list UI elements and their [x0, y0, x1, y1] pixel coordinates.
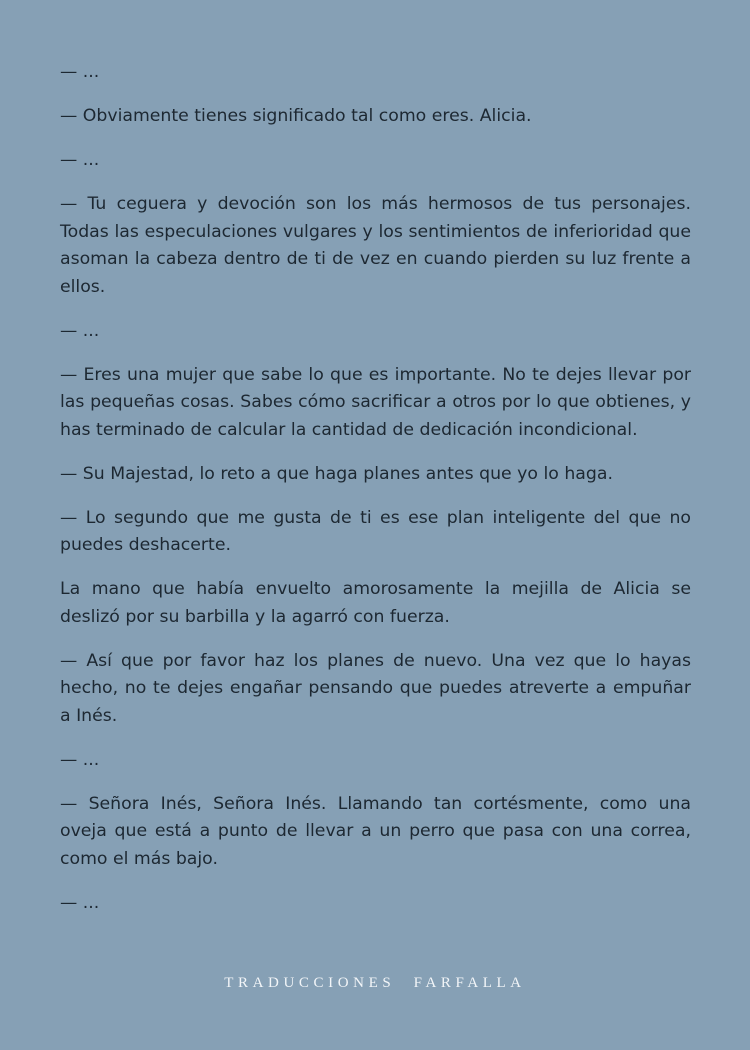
- paragraph: — Obviamente tienes significado tal como eres. Alicia.: [60, 106, 532, 126]
- paragraph: — Lo segundo que me gusta de ti es ese plan inteligente del que no puedes deshacerte.: [60, 507, 691, 555]
- paragraph: — ...: [60, 150, 100, 170]
- paragraph: — Tu ceguera y devoción son los más hermosos de tus personajes. Todas las especulaciones vulgares y los sentimientos de inferioridad que asoman la cabeza dentro de ti de vez en cuando pierden su luz frente a ellos.: [60, 194, 691, 297]
- paragraph: — ...: [60, 320, 100, 341]
- paragraph: — Señora Inés, Señora Inés. Llamando tan cortésmente, como una oveja que está a punto de llevar a un perro que pasa con una correa, como el más bajo.: [60, 793, 691, 869]
- footer-credit: TRADUCCIONES FARFALLA: [224, 975, 526, 991]
- paragraph: — ...: [60, 892, 100, 913]
- paragraph: — Eres una mujer que sabe lo que es importante. No te dejes llevar por las pequeñas cosas. Sabes cómo sacrificar a otros por lo que obtienes, y has terminado de calcular la cantidad de dedicación incondicional.: [60, 364, 691, 440]
- paragraph: — Así que por favor haz los planes de nuevo. Una vez que lo hayas hecho, no te dejes engañar pensando que puedes atreverte a empuñar a Inés.: [60, 650, 691, 726]
- paragraph: — Su Majestad, lo reto a que haga planes antes que yo lo haga.: [60, 463, 613, 484]
- paragraph: La mano que había envuelto amorosamente la mejilla de Alicia se deslizó por su barbilla y la agarró con fuerza.: [60, 579, 691, 627]
- paragraph: — ...: [60, 62, 100, 82]
- document-body: [60, 59, 691, 934]
- paragraph: — ...: [60, 749, 100, 770]
